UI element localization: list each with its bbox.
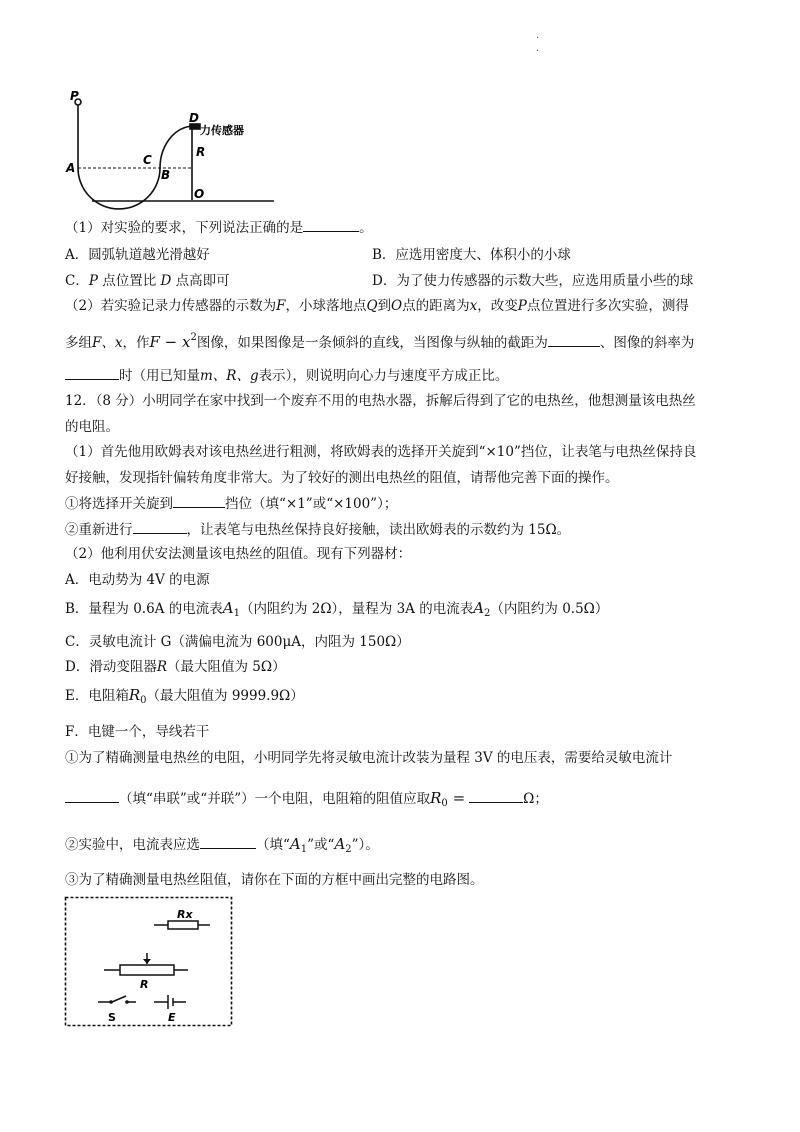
q11-part2-line2: 多组F、x，作$F - x^2$图像，如果图像是一条倾斜的直线，当图像与纵轴的截距为 、图像的斜率为 [65,332,695,351]
label-A: A [66,161,76,175]
equipment-a: A．电动势为 4V 的电源 [65,572,210,588]
q12-item1-line2: （填“串联”或“并联”）一个电阻，电阻箱的阻值应取$R_0 = \Omega$； [65,788,548,814]
label-r: R [140,978,149,991]
q11-part2-line3: 时（用已知量m、R、g表示），则说明向心力与速度平方成正比。 [65,365,508,386]
circuit-drawing-box[interactable] [64,896,234,1028]
label-rx: Rx [177,908,193,921]
equipment-e: E．电阻箱$R_0$（最大阻值为 9999.9Ω） [65,686,304,706]
lower-arc [78,168,160,209]
resistor-rx-symbol [168,921,198,929]
q11-option-b: B．应选用密度大、体积小的小球 [372,247,571,263]
answer-blank[interactable] [65,365,119,380]
answer-blank[interactable] [548,332,600,347]
switch-symbol [112,996,126,1002]
label-s: S [108,1011,116,1024]
header-dot: . [536,30,540,41]
label-B: B [161,168,171,182]
rheostat-symbol [120,965,174,975]
f-x2-formula: $F - x^2$ [149,332,197,351]
q12-step1: ①将选择开关旋到 挡位（填“×1”或“×100”）； [65,493,397,514]
q12-part2-heading: （2）他利用伏安法测量该电热丝的阻值。现有下列器材： [65,546,412,562]
q12-item3: ③为了精确测量电热丝阻值，请你在下面的方框中画出完整的电路图。 [65,872,484,888]
label-e: E [168,1011,176,1024]
answer-blank[interactable] [200,834,256,849]
label-C: C [143,153,152,167]
label-O: O [194,187,205,201]
q11-part1-question: （1）对实验的要求，下列说法正确的是 。 [65,217,373,238]
label-R: R [196,145,206,159]
upper-arc [160,126,192,168]
q12-item2: ②实验中，电流表应选 （填“$A_1$”或“$A_2$”）。 [65,835,379,855]
label-P: P [70,89,79,103]
answer-blank[interactable] [303,217,359,232]
equipment-b: B．量程为 0.6A 的电流表$A_1$（内阻约为 2Ω），量程为 3A 的电流表$A_2$（内阻约为 0.5Ω） [65,599,609,619]
equipment-f: F．电键一个，导线若干 [65,724,210,740]
equipment-d: D．滑动变阻器R（最大阻值为 5Ω） [65,659,286,675]
q12-part1-line1: （1）首先他用欧姆表对该电热丝进行粗测，将欧姆表的选择开关旋到“×10”挡位，让表笔与电热丝保持良 [65,444,697,460]
q12-part1-line2: 好接触，发现指针偏转角度非常大。为了较好的测出电热丝的阻值，请帮他完善下面的操作。 [65,470,619,486]
track-diagram [62,88,292,213]
q11-option-d: D．为了使力传感器的示数大些，应选用质量小些的球 [372,273,694,289]
q11-option-c: C．P 点位置比 D 点高即可 [65,273,230,289]
q12-intro-line1: 12．（8 分）小明同学在家中找到一个废弃不用的电热水器，拆解后得到了它的电热丝，他想测量该电热丝 [65,393,696,409]
q11-option-a: A．圆弧轨道越光滑越好 [65,247,210,263]
q12-item1-line1: ①为了精确测量电热丝的电阻，小明同学先将灵敏电流计改装为量程 3V 的电压表，需要给灵敏电流计 [65,750,673,766]
answer-blank[interactable] [133,519,187,534]
label-D: D [189,111,199,125]
equipment-c: C．灵敏电流计 G（满偏电流为 600μA，内阻为 150Ω） [65,634,410,650]
answer-blank[interactable] [173,493,225,508]
q12-intro-line2: 的电阻。 [65,419,119,435]
q12-step2: ②重新进行 ，让表笔与电热丝保持良好接触，读出欧姆表的示数约为 15Ω。 [65,519,570,540]
answer-blank[interactable] [469,788,523,803]
q11-part2-line1: （2）若实验记录力传感器的示数为F，小球落地点Q到O点的距离为x，改变P点位置进行多次实验，测得 [65,298,689,314]
label-force-sensor: 力传感器 [200,124,244,137]
answer-blank[interactable] [65,788,119,803]
header-dot: . [536,43,540,54]
